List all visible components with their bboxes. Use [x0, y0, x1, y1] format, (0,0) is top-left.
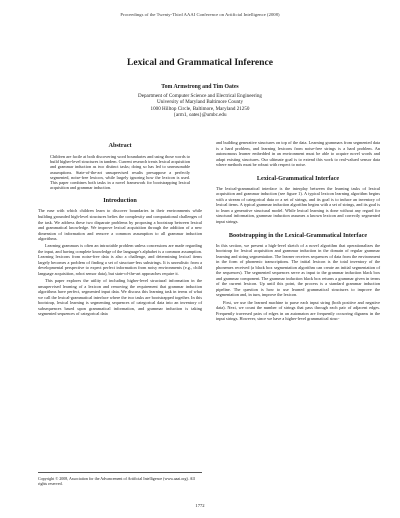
abstract-text: Children are facile at both discovering word boundaries and using those words to build higher-level structures in tandem. Current research treats lexical acquisition and grammar induction as two distinct tasks; doing so has led to unreasonable assumptions. State-of-the-art unsupervised results presuppose a perfectly segmented, noise-free lexicon, while largely ignoring how the lexicon is used. This paper combines both tasks in a novel framework for bootstrapping lexical acquisition and grammar induction.	[50, 154, 190, 191]
paragraph: The lexical-grammatical interface is the interplay between the learning tasks of lexical acquisition and grammar induction (see figure 1). A typical lexicon learning algorithm begins with a stream of categorical data or a set of strings, and its goal is to induce an inventory of lexical items. A typical grammar induction algorithm begins with a set of strings, and its goal is to learn a generative structural model. While lexical learning is done without any regard for structural information, grammar induction assumes a known lexicon and correctly segmented input strings.	[216, 185, 380, 225]
section-heading: Bootstrapping in the Lexical-Grammatical Interface	[228, 231, 368, 239]
paragraph: First, we use the learned machine to parse each input string (both positive and negative data). Next, we count the number of strings that pass through each pair of adjacent edges. Frequently traversed pairs of edges in an automaton are frequently occurring digrams in the input strings. However, since we have a higher-level grammatical struc-	[216, 299, 380, 322]
section-introduction	[38, 197, 202, 316]
section-lexical-grammatical-interface	[216, 175, 380, 225]
affiliation-email: {arm1, oates}@umbc.edu	[173, 112, 227, 119]
paragraph: The ease with which children learn to discover boundaries in their environments while building grounded high-level structures belies the complexity and computational challenges of the task. We address these two disparate problems by proposing a bootstrap between lexical and grammatical knowledge. We improve lexical acquisition through the addition of a new dimension of information and remove a common assumption to all grammar induction algorithms.	[38, 208, 202, 242]
left-column	[38, 140, 202, 318]
affiliation-address: 1000 Hilltop Circle, Baltimore, Maryland 21250	[150, 105, 250, 112]
affiliation-department: Department of Computer Science and Electrical Engineering	[138, 93, 262, 99]
affiliation-university: University of Maryland Baltimore County	[156, 99, 243, 106]
section-bootstrapping	[216, 232, 380, 322]
paper-title: Lexical and Grammatical Inference	[126, 57, 274, 68]
paper-authors: Tom Armstrong and Tim Oates	[161, 84, 239, 90]
paragraph: Learning grammars is often an intractable problem unless concessions are made regarding the input, and having complete knowledge of the language's alphabet is a common assumption. Learning lexicons from noise-free data is also a challenge, and determining lexical items largely becomes a problem of finding a set of structure-less substrings. It is unrealistic from a developmental perspective to expect perfect information from noisy environments (e.g., child language acquisition, robot sensor data), but state-of-the-art approaches require it.	[38, 243, 202, 276]
section-heading: Introduction	[103, 197, 137, 205]
section-heading: Lexical-Grammatical Interface	[256, 174, 340, 182]
paragraph: In this section, we present a high-level sketch of a novel algorithm that operationalizes the bootstrap for lexical acquisition and grammar induction in the domain of regular grammar learning and string segmentation. The learner receives sequences of data from the environment in the form of phonemic transcriptions. The initial lexicon is the total inventory of the phonemes received (a black box segmentation algorithm can create an initial segmentation of the sequences). The segmented sequences serve as input to the grammar induction black box and grammar component. The grammar induction black box returns a grammar given in terms of the current lexicon. Up until this point, the process is a standard grammar induction pipeline. The question is how to use learned grammatical structures to improve the segmentation and, in turn, improve the lexicon.	[216, 242, 380, 298]
paragraph-continued: and building generative structures on top of the data. Learning grammars from segmented data is a hard problem, and learning lexicons from noise-free strings is a hard problem. An autonomous learner embedded in an environment must be able to acquire novel words and adapt existing structures. Our ultimate goal is to extend this work to real-valued sensor data where methods must be robust with respect to noise.	[216, 140, 380, 168]
paragraph: This paper explores the utility of including higher-level structural information in the unsupervised learning of a lexicon and removing the requirement that grammar induction algorithms have perfect, segmented input data. We discuss this learning task in terms of what we call the lexical-grammatical interface where the two tasks are bootstrapped together. In this bootstrap, lexical learning is segmenting sequences of categorical data into an inventory of subsequences based upon grammatical information, and grammar induction is taking segmented sequences of categorical data	[38, 277, 202, 317]
copyright-notice: Copyright © 2008, Association for the Advancement of Artificial Intelligence (www.aaai.org). All rights reserved.	[38, 472, 202, 486]
affiliation	[0, 93, 400, 119]
page-number: 1772	[195, 503, 205, 508]
right-column	[216, 140, 380, 323]
abstract-heading: Abstract	[108, 142, 132, 149]
running-head: Proceedings of the Twenty-Third AAAI Conference on Artificial Intelligence (2008)	[120, 12, 280, 17]
